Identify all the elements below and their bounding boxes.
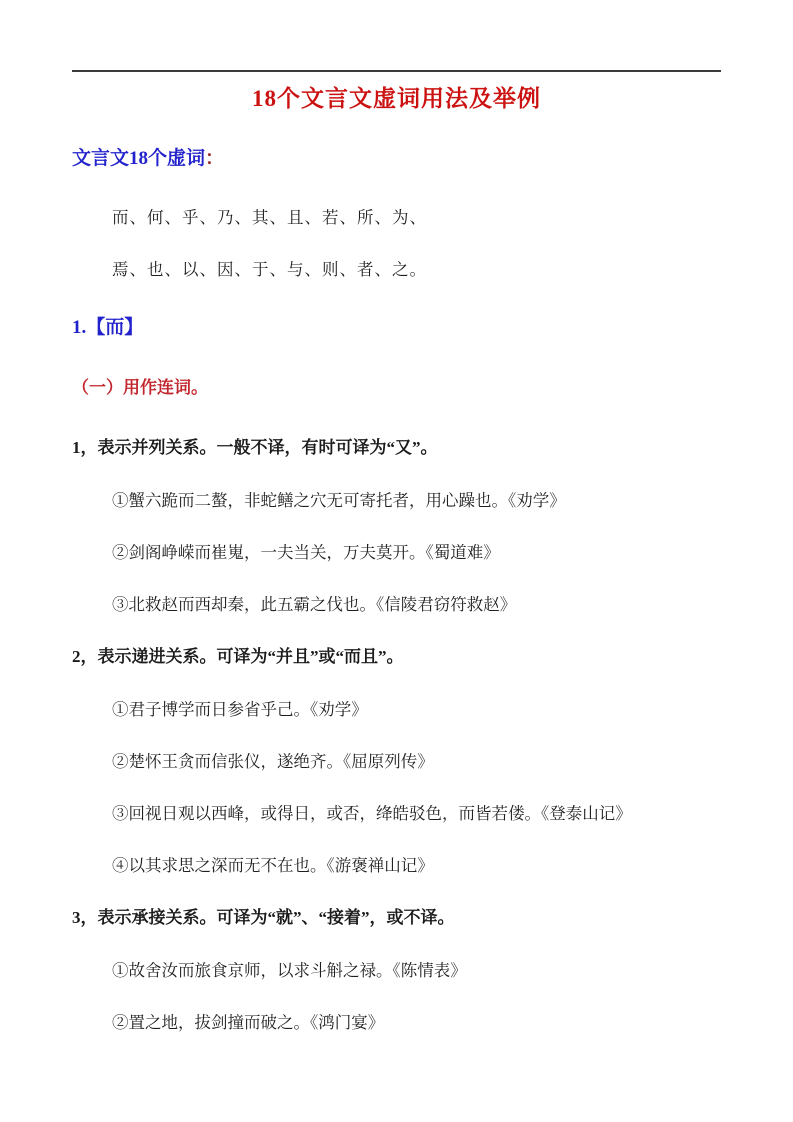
example-sentence: ①君子博学而日参省乎己。《劝学》	[112, 700, 368, 719]
document-content	[0, 70, 793, 1033]
intro-heading-colon: ：	[205, 148, 225, 169]
example-sentence: ①故舍汝而旅食京师，以求斗斛之禄。《陈情表》	[112, 961, 467, 980]
example-sentence: ③回视日观以西峰，或得日，或否，绛皓驳色，而皆若偻。《登泰山记》	[112, 804, 632, 823]
subsection-heading-conjunction: （一）用作连词。	[72, 378, 208, 397]
page-title: 18个文言文虚词用法及举例	[252, 86, 541, 111]
function-words-line-1: 而、何、乎、乃、其、且、若、所、为、	[112, 208, 427, 227]
function-words-line-2: 焉、也、以、因、于、与、则、者、之。	[112, 260, 427, 279]
usage-label-parallel: 1，表示并列关系。一般不译，有时可译为“又”。	[72, 438, 438, 457]
example-sentence: ④以其求思之深而无不在也。《游褒禅山记》	[112, 856, 434, 875]
intro-heading-text: 文言文18个虚词	[72, 148, 206, 169]
usage-label-successive: 3，表示承接关系。可译为“就”、“接着”，或不译。	[72, 908, 455, 927]
intro-heading	[72, 146, 721, 171]
usage-label-progressive: 2，表示递进关系。可译为“并且”或“而且”。	[72, 647, 404, 666]
example-sentence: ②剑阁峥嵘而崔嵬，一夫当关，万夫莫开。《蜀道难》	[112, 543, 500, 562]
top-border-line	[72, 70, 721, 72]
example-sentence: ②楚怀王贪而信张仪，遂绝齐。《屈原列传》	[112, 752, 434, 771]
example-sentence: ①蟹六跪而二螯，非蛇鳝之穴无可寄托者，用心躁也。《劝学》	[112, 491, 566, 510]
example-sentence: ②置之地，拔剑撞而破之。《鸿门宴》	[112, 1013, 385, 1032]
section-heading-er: 1.【而】	[72, 317, 144, 338]
example-sentence: ③北救赵而西却秦，此五霸之伐也。《信陵君窃符救赵》	[112, 595, 517, 614]
